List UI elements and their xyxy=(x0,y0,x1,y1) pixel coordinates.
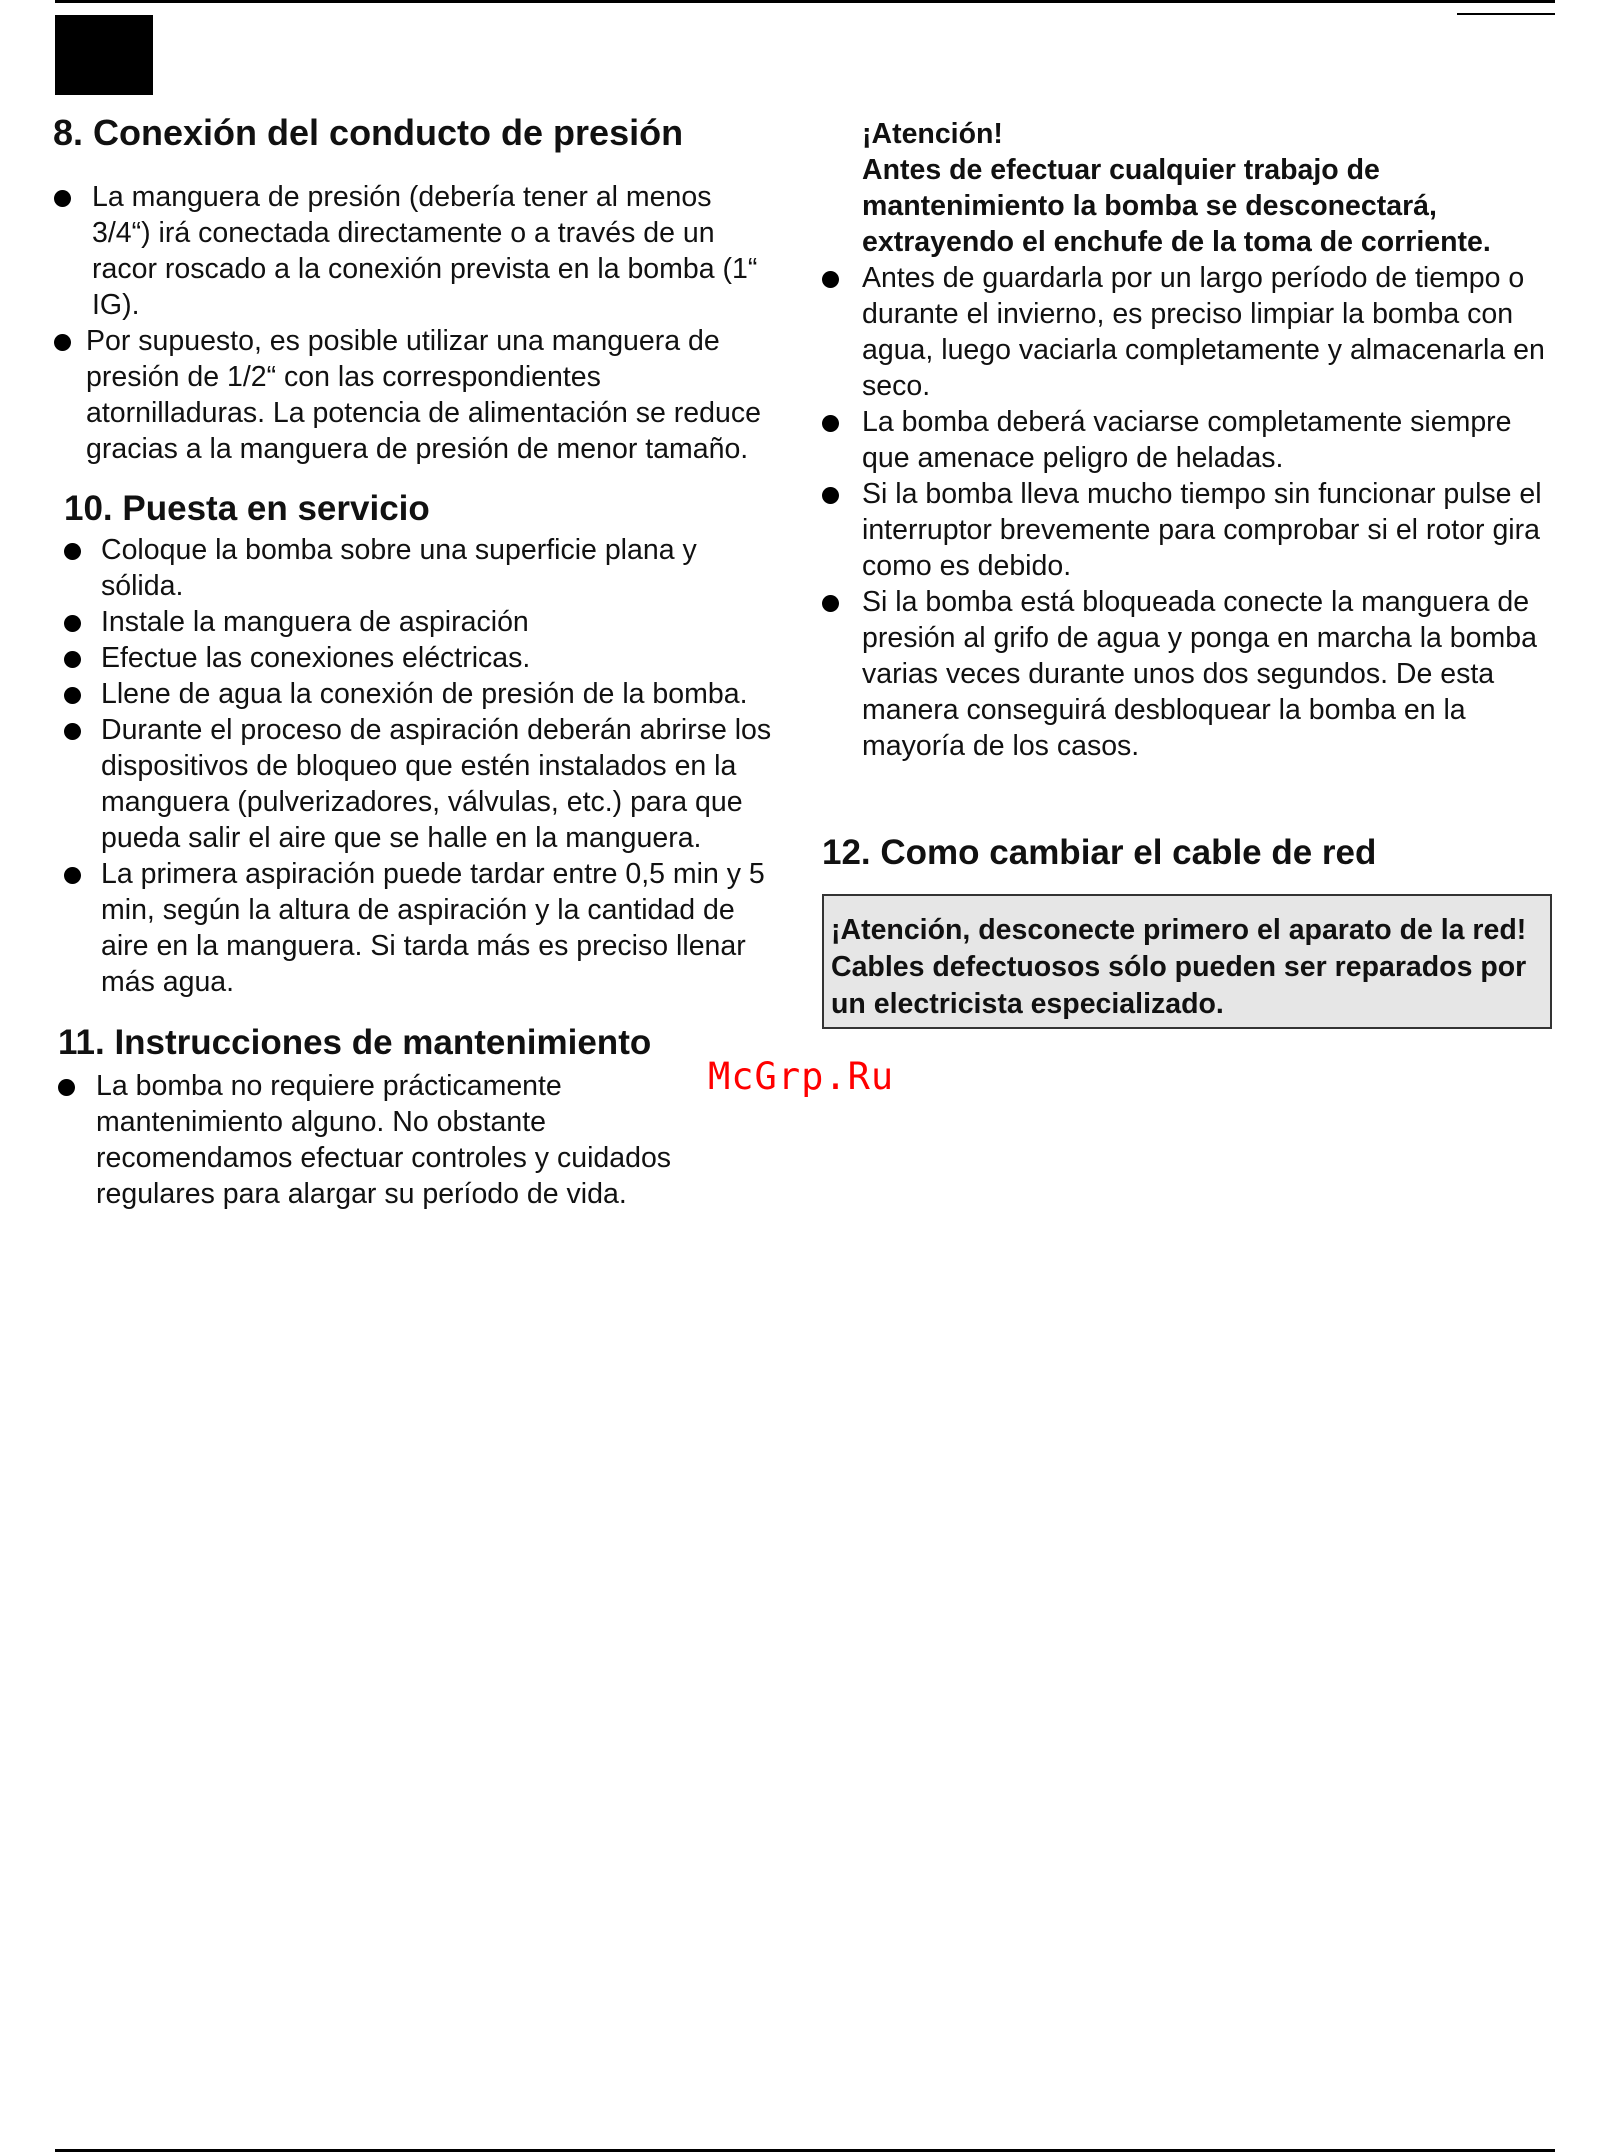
list-item: Efectue las conexiones eléctricas. xyxy=(64,640,774,676)
list-item: Antes de guardarla por un largo período de tiempo o durante el invierno, es preciso limpiar la bomba con agua, luego vaciarla completamente y almacenarla en seco. xyxy=(822,260,1557,404)
section-10-list xyxy=(64,532,774,1000)
right-column xyxy=(822,116,1557,1029)
bullet-icon xyxy=(64,615,81,632)
bullet-icon xyxy=(822,487,839,504)
top-right-rule xyxy=(1457,13,1555,15)
left-column xyxy=(55,110,775,1212)
watermark: McGrp.Ru xyxy=(708,1055,895,1098)
list-item: Si la bomba está bloqueada conecte la manguera de presión al grifo de agua y ponga en marcha la bomba varias veces durante unos dos segundos. De esta manera conseguirá desbloquear la bomba en la mayoría de los casos. xyxy=(822,584,1557,764)
bullet-icon xyxy=(64,543,81,560)
section-8-list xyxy=(54,179,774,467)
section-12-title: 12. Como cambiar el cable de red xyxy=(822,833,1377,872)
bullet-icon xyxy=(64,651,81,668)
warning-box: ¡Atención, desconecte primero el aparato de la red! Cables defectuosos sólo pueden ser reparados por un electricista especializado. xyxy=(822,894,1552,1029)
list-item: Por supuesto, es posible utilizar una manguera de presión de 1/2“ con las correspondientes atornilladuras. La potencia de alimentación se reduce gracias a la manguera de presión de menor tamaño. xyxy=(54,323,774,467)
section-10-title: 10. Puesta en servicio xyxy=(64,489,430,528)
section-11-title: 11. Instrucciones de mantenimiento xyxy=(58,1023,652,1062)
bullet-icon xyxy=(54,190,71,207)
list-item: La bomba no requiere prácticamente mantenimiento alguno. No obstante recomendamos efectuar controles y cuidados regulares para alargar su período de vida. xyxy=(58,1068,738,1212)
section-11-list xyxy=(58,1068,738,1212)
bullet-icon xyxy=(822,415,839,432)
section-8-title: 8. Conexión del conducto de presión xyxy=(53,112,684,153)
bullet-icon xyxy=(64,867,81,884)
attention-title: ¡Atención! xyxy=(862,118,1003,150)
top-rule xyxy=(55,0,1555,3)
list-item: Llene de agua la conexión de presión de la bomba. xyxy=(64,676,774,712)
bullet-icon xyxy=(58,1079,75,1096)
attention-body: Antes de efectuar cualquier trabajo de mantenimiento la bomba se desconectará, extrayendo el enchufe de la toma de corriente. xyxy=(862,154,1491,258)
language-tab-block xyxy=(55,15,153,95)
bullet-icon xyxy=(64,687,81,704)
bullet-icon xyxy=(54,334,71,351)
bottom-rule xyxy=(55,2149,1555,2152)
bullet-icon xyxy=(822,595,839,612)
list-item: Si la bomba lleva mucho tiempo sin funcionar pulse el interruptor brevemente para comprobar si el rotor gira como es debido. xyxy=(822,476,1557,584)
maintenance-list xyxy=(822,260,1557,764)
bullet-icon xyxy=(64,723,81,740)
list-item: La manguera de presión (debería tener al menos 3/4“) irá conectada directamente o a través de un racor roscado a la conexión prevista en la bomba (1“ IG). xyxy=(54,179,774,323)
list-item: Durante el proceso de aspiración deberán abrirse los dispositivos de bloqueo que estén instalados en la manguera (pulverizadores, válvulas, etc.) para que pueda salir el aire que se halle en la manguera. xyxy=(64,712,774,856)
list-item: La primera aspiración puede tardar entre 0,5 min y 5 min, según la altura de aspiración y la cantidad de aire en la manguera. Si tarda más es preciso llenar más agua. xyxy=(64,856,774,1000)
list-item: Coloque la bomba sobre una superficie plana y sólida. xyxy=(64,532,774,604)
list-item: Instale la manguera de aspiración xyxy=(64,604,774,640)
bullet-icon xyxy=(822,271,839,288)
list-item: La bomba deberá vaciarse completamente siempre que amenace peligro de heladas. xyxy=(822,404,1557,476)
